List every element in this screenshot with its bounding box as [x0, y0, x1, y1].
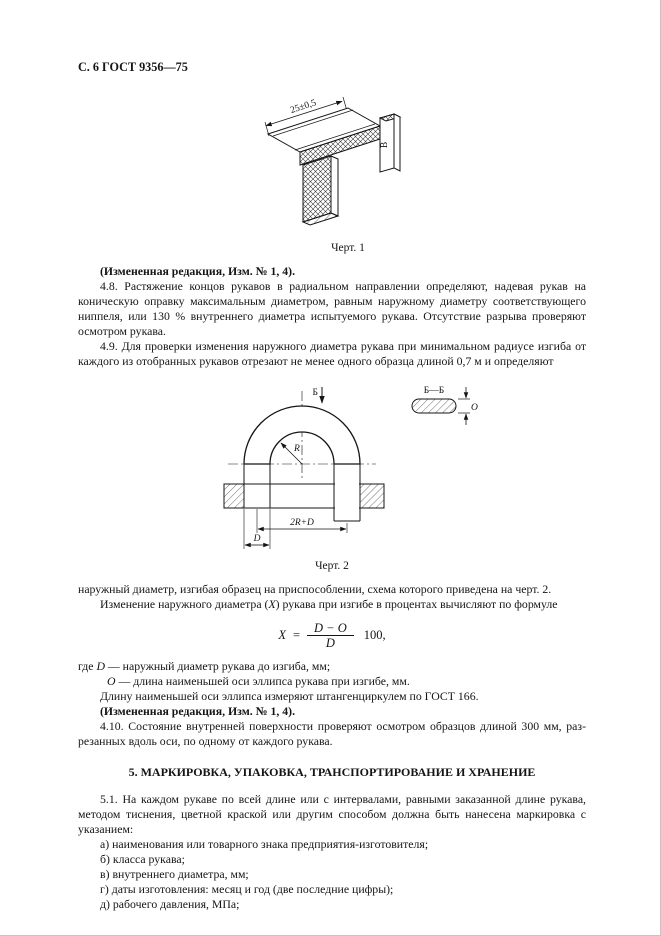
para-4-10: 4.10. Состояние внутренней поверхности проверяют осмотром образцов длиной 300 мм, разрезанных вдоль оси, по одному от каждого рукава. [78, 719, 586, 748]
amended-note-1: (Измененная редакция, Изм. № 1, 4). [100, 264, 296, 278]
figure-1-drawing [243, 89, 453, 237]
bend-fixture-shape [224, 387, 470, 549]
marking-item-a: а) наименования или товарного знака предприятия-изготовителя; [100, 837, 429, 851]
formula-intro-b: ) рукава при изгибе в процентах вычисляют по формуле [275, 597, 558, 611]
para-4-8: 4.8. Растяжение концов рукавов в радиальном направлении определяют, надевая рукав на коническую оправку максимальным диаметром, равным наружному диаметру соответствующего ниппеля, или 130 % внутреннего диаметра испытуемого рукава. Отсутствие разрыва проверяют осмотром рукава. [78, 279, 586, 338]
fig1-dimension-label: 25±0,5 [289, 98, 318, 116]
marking-item-v: в) внутреннего диаметра, мм; [100, 867, 249, 881]
formula-fraction [307, 621, 354, 650]
definition-d-text: — наружный диаметр рукава до изгиба, мм; [104, 659, 331, 673]
marking-item-b: б) класса рукава; [100, 852, 185, 866]
para-5-1: 5.1. На каждом рукаве по всей длине или с интервалами, равными заказанной длине рукава, методом тиснения, цветной краской или другим способом должна быть нанесена маркировка с указанием: [78, 792, 586, 836]
formula-lhs: X [278, 628, 286, 642]
fig2-section-title: Б—Б [423, 386, 445, 396]
para-4-9: 4.9. Для проверки изменения наружного диаметра рукава при минимальном радиусе изгиба от каждого из отобранных рукавов отрезают не менее одного образца длиной 0,7 м и определяют [78, 339, 586, 368]
figure-2-caption: Черт. 2 [315, 560, 349, 572]
formula-intro-variable: X [268, 597, 276, 611]
fig2-span-dimension: 2R+D [290, 518, 314, 528]
definition-d-variable: D [96, 659, 105, 673]
page-header: С. 6 ГОСТ 9356—75 [78, 60, 188, 74]
formula [78, 621, 586, 650]
formula-equals: = [292, 628, 301, 642]
figure-2 [78, 379, 586, 572]
fig2-minor-axis-label: O [471, 403, 478, 413]
definition-d [78, 659, 586, 674]
definition-o [78, 674, 586, 689]
formula-denominator: D [325, 636, 335, 650]
figure-1 [94, 89, 602, 254]
page-content [78, 60, 586, 912]
amended-note-2: (Измененная редакция, Изм. № 1, 4). [100, 704, 296, 718]
formula-intro [78, 597, 586, 612]
fig2-diameter-dimension: D [253, 534, 261, 544]
fig2-section-mark: Б [312, 388, 318, 398]
figure-1-caption: Черт. 1 [331, 242, 365, 254]
fig1-flange-label: В [380, 141, 390, 149]
where-label: где [78, 659, 94, 673]
section-5-heading: 5. МАРКИРОВКА, УПАКОВКА, ТРАНСПОРТИРОВАНИЕ И ХРАНЕНИЕ [128, 765, 536, 779]
bent-sample-shape [265, 97, 400, 225]
formula-factor: 100, [363, 628, 386, 642]
marking-item-g: г) даты изготовления: месяц и год (две последние цифры); [100, 882, 394, 896]
para-caliper: Длину наименьшей оси эллипса измеряют штангенциркулем по ГОСТ 166. [100, 689, 479, 703]
marking-item-d: д) рабочего давления, МПа; [100, 897, 240, 911]
para-4-9-continuation: наружный диаметр, изгибая образец на приспособлении, схема которого приведена на черт. 2. [78, 582, 552, 596]
definition-o-variable: О [107, 674, 116, 688]
formula-numerator: D − O [307, 621, 354, 636]
figure-2-drawing [172, 379, 492, 555]
definition-o-text: — длина наименьшей оси эллипса рукава при изгибе, мм. [115, 674, 410, 688]
fig2-radius-label: R [294, 444, 300, 454]
formula-intro-a: Изменение наружного диаметра ( [100, 597, 269, 611]
